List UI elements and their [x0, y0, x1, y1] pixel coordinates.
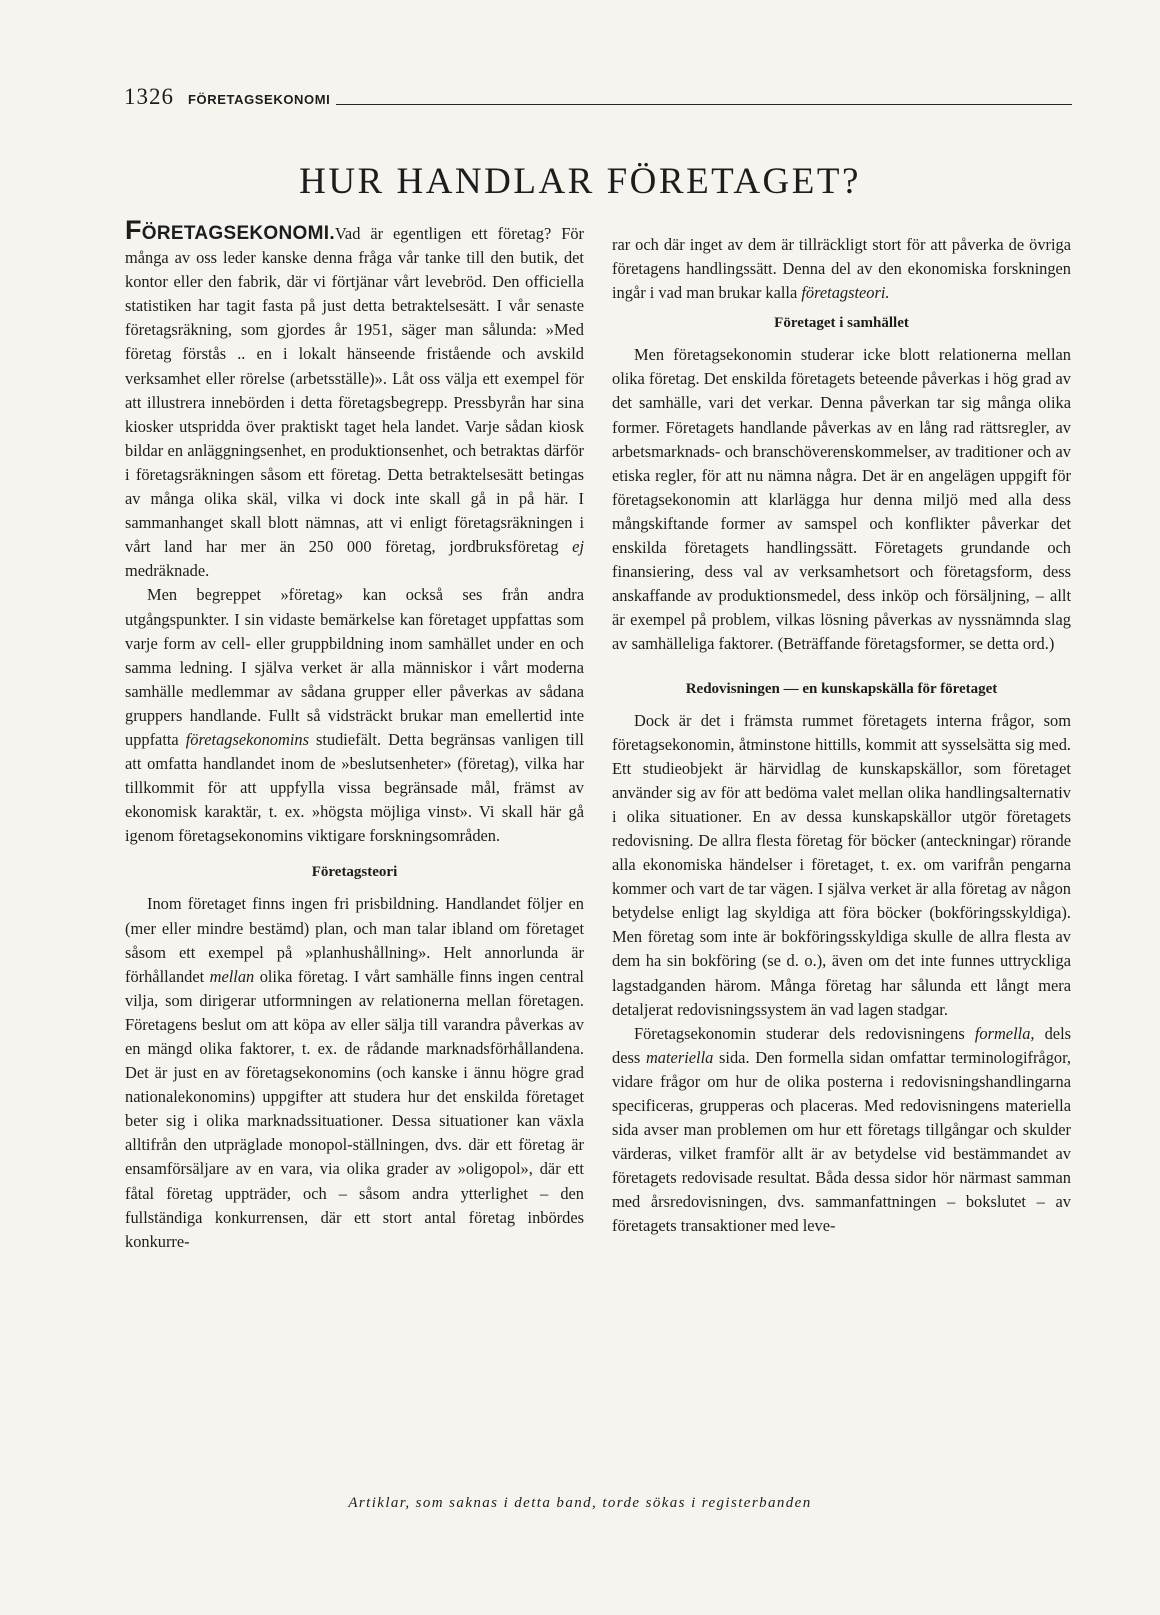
lead-word: FÖRETAGSEKONOMI.: [125, 215, 335, 245]
running-header: [124, 78, 1072, 108]
header-rule: [336, 104, 1072, 105]
article-title: HUR HANDLAR FÖRETAGET?: [299, 161, 861, 202]
subheading: Företaget i samhället: [774, 315, 909, 332]
paragraph: Inom företaget finns ingen fri prisbildning. Handlandet följer en (mer eller mindre bestämd) plan, och man talar ibland om företaget såsom ett exempel på »planhushållning». Helt annorlunda är förhållandet mellan olika företag. I vårt samhälle finns ingen central vilja, som dirigerar utformningen av relationerna mellan företagen. Företagens beslut om att köpa av eller sälja till varandra påverkas av en mängd olika faktorer, t. ex. de rådande marknadsförhållandena. Det är just en av företagsekonomins (och kanske i ännu högre grad nationalekonomins) uppgifter att studera hur det enskilda företaget beter sig i olika marknadssituationer. Dessa situationer kan växla alltifrån den utpräglade monopol-ställningen, dvs. där ett företag är ensamförsäljare av en vara, via olika grader av »oligopol», där ett fåtal företag uppträder, och – såsom andra ytterlighet – den fullständiga konkurrensen, där ett stort antal företag inbördes konkurre-: [125, 894, 584, 1251]
paragraph: Dock är det i främsta rummet företagets interna frågor, som företagsekonomin, åtminstone hittills, kommit att sysselsätta sig med. Ett studieobjekt är härvidlag de kunskapskällor, som företaget använder sig av för att bedöma valet mellan olika handlingsalternativ i olika situationer. En av dessa kunskapskällor utgör företagets redovisning. De allra flesta företag för böcker (anteckningar) rörande alla ekonomiska händelser i företaget, t. ex. om varifrån pengarna kommer och vart de tar vägen. I själva verket är alla företag av någon betydelse enligt lag skyldiga att föra böcker (bokföringsskyldiga). Men företag som inte är bokföringsskyldiga skulle de allra flesta av dem ha sin bokföring (se d. o.), även om det inte funnes uttryckliga lagstadganden härom. Många företag har sålunda ett långt mera detaljerat redovisningssystem än vad lagen stadgar.: [612, 710, 1071, 1019]
page-number: 1326: [124, 84, 174, 109]
footer-note: Artiklar, som saknas i detta band, torde sökas i registerbanden: [348, 1495, 812, 1511]
right-column: [612, 233, 1071, 1239]
paragraph: FÖRETAGSEKONOMI.Vad är egentligen ett företag? För många av oss leder kanske denna fråga vår tanke till den butik, det kontor eller den fabrik, där vi förtjänar vårt levebröd. Den officiella statistiken har tagit fasta på just detta betraktelsesätt. I vår senaste företagsräkning, som gjordes år 1951, säger man sålunda: »Med företag förstås .. en i lokalt hänseende fristående och avskild verksamhet eller rörelse (arbetsställe)». Låt oss välja ett exempel för att illustrera innebörden i detta företagsbegrepp. Pressbyrån har sina kiosker utspridda över praktiskt taget hela landet. Varje sådan kiosk bildar en anläggningsenhet, en produktionsenhet, och betraktas därför i företagsräkningen såsom ett företag. Detta betraktelsesätt betingas av många olika skäl, vilka vi dock inte skall gå in på här. I sammanhanget skall blott nämnas, att vi enligt företagsräkningen i vårt land har mer än 250 000 företag, jordbruksföretag ej medräknade.: [125, 215, 585, 581]
paragraph: Men begreppet »företag» kan också ses från andra utgångspunkter. I sin vidaste bemärkelse kan företaget uppfattas som varje form av cell- eller gruppbildning inom samhället under en och samma ledning. I själva verket är alla människor i vårt moderna samhälle medlemmar av sådana grupper eller påverkas av sådana gruppers handlande. Fullt så vidsträckt brukar man emellertid inte uppfatta företagsekonomins studiefält. Detta begränsas vanligen till att omfatta handlandet inom de »beslutsenheter» (företag), vilka har tillkommit för att uppfylla vissa begränsade mål, främst av ekonomisk karaktär, t. ex. »högsta möjliga vinst». Vi skall här gå igenom företagsekonomins viktigare forskningsområden.: [125, 585, 584, 846]
paragraph: Företagsekonomin studerar dels redovisningens formella, dels dess materiella sida. Den formella sidan omfattar terminologifrågor, vidare frågor om hur de olika posterna i redovisningshandlingarna specificeras, grupperas och placeras. Med redovisningens materiella sida avser man problemen om hur ett företags tillgångar och skulder värderas, vilket framför allt är av betydelse vid bestämmandet av företagets redovisade resultat. Båda dessa sidor hör närmast samman med årsredovisningen, dvs. sammanfattningen – bokslutet – av företagets transaktioner med leve-: [612, 1023, 1071, 1236]
subheading: Redovisningen — en kunskapskälla för företaget: [685, 680, 998, 697]
left-column: [125, 215, 585, 1254]
paragraph: Men företagsekonomin studerar icke blott relationerna mellan olika företag. Det enskilda företagets beteende påverkas i hög grad av det samhälle, vari det verkar. Denna påverkan tar sig många olika former. Företagets handlande påverkas av en lång rad rättsregler, av arbetsmarknads- och branschöverenskommelser, av traditioner och av etiska regler, för att nu nämna några. Det är en angelägen uppgift för företagsekonomin att klarlägga hur denna miljö med alla dess mångskiftande former av samspel och konflikter påverkar det enskilda företagets handlingssätt. Företagets grundande och finansiering, dess val av verksamhetsort och företagsform, dess anskaffande av produktionsmedel, dess inköp och försäljning, – allt är exempel på problem, vilkas lösning påverkas av nyssnämnda slag av samhälleliga faktorer. (Beträffande företagsformer, se detta ord.): [612, 345, 1071, 654]
section-name: FÖRETAGSEKONOMI: [188, 92, 331, 107]
subheading: Företagsteori: [311, 864, 398, 881]
paragraph: rar och där inget av dem är tillräckligt stort för att påverka de övriga företagens handlingssätt. Denna del av den ekonomiska forskningen ingår i vad man brukar kalla företagsteori.: [612, 235, 1071, 303]
